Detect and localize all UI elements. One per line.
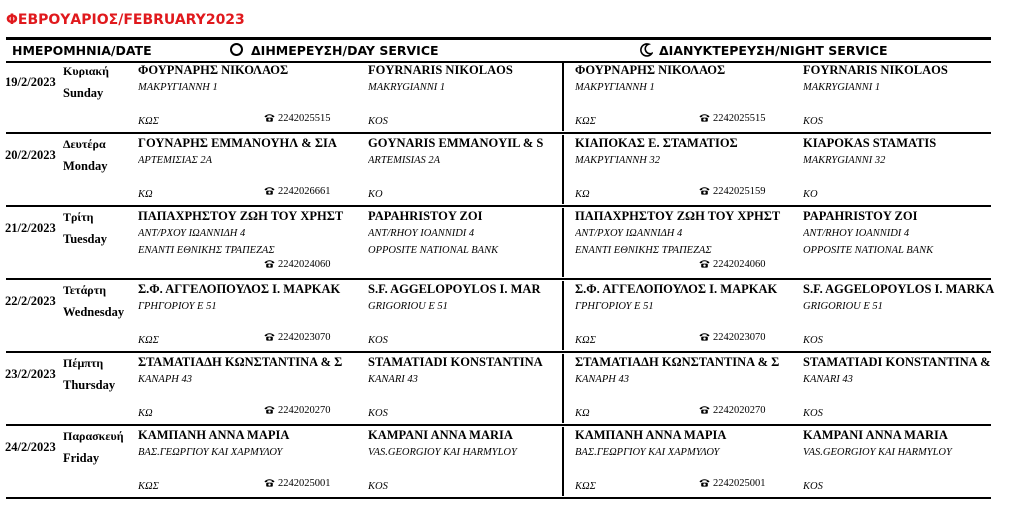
pharmacy-name: S.F. AGGELOPOYLOS I. MARKA — [803, 282, 995, 296]
pharmacy-name: GOYNARIS EMMANOYIL & S — [368, 136, 544, 150]
phone-number: 2242025001 — [278, 478, 331, 489]
row-day-english: Thursday — [63, 378, 116, 392]
pharmacy-city — [368, 259, 558, 276]
row-divider — [6, 351, 991, 353]
pharmacy-address-note — [803, 315, 1009, 332]
pharmacy-name: Σ.Φ. ΑΓΓΕΛΟΠΟΥΛΟΣ Ι. ΜΑΡΚΑΚ — [575, 282, 778, 296]
table-row — [0, 135, 1009, 208]
row-date: 20/2/2023 — [5, 148, 56, 162]
pharmacy-address: VAS.GEORGIOY KAI HARMYLOY — [803, 447, 952, 458]
pharmacy-address-note: ΕΝΑΝΤΙ ΕΘΝΙΚΗΣ ΤΡΑΠΕΖΑΣ — [138, 245, 275, 256]
column-divider — [562, 427, 564, 496]
telephone-icon — [264, 259, 275, 268]
phone-number: 2242025515 — [713, 113, 766, 124]
phone-number: 2242025159 — [713, 186, 766, 197]
pharmacy-city: KOS — [368, 335, 388, 346]
pharmacy-name: KAMPANI ANNA MARIA — [368, 428, 513, 442]
night-pharmacy-english — [803, 135, 1009, 203]
day-pharmacy-english — [368, 354, 558, 422]
pharmacy-address: ΑΝΤ/ΡΧΟΥ ΙΩΑΝΝΙΔΗ 4 — [138, 228, 246, 239]
day-phone — [264, 186, 331, 197]
telephone-icon — [699, 259, 710, 268]
day-pharmacy-english — [368, 208, 558, 276]
table-row — [0, 427, 1009, 500]
phone-number: 2242020270 — [713, 405, 766, 416]
row-day-english: Monday — [63, 159, 108, 173]
page-title: ΦΕΒΡΟΥΑΡΙΟΣ/FEBRUARY2023 — [6, 12, 245, 28]
pharmacy-address: ΚΑΝΑΡΗ 43 — [138, 374, 192, 385]
pharmacy-name: PAPAHRISTOY ZOI — [803, 209, 918, 223]
phone-number: 2242024060 — [713, 259, 766, 270]
pharmacy-name: ΠΑΠΑΧΡΗΣΤΟΥ ΖΩΗ ΤΟΥ ΧΡΗΣΤ — [138, 209, 344, 223]
telephone-icon — [699, 405, 710, 414]
row-date: 23/2/2023 — [5, 367, 56, 381]
pharmacy-city: ΚΩΣ — [138, 116, 159, 127]
phone-number: 2242025515 — [278, 113, 331, 124]
telephone-icon — [699, 478, 710, 487]
night-pharmacy-english — [803, 354, 1009, 422]
column-divider — [562, 281, 564, 350]
pharmacy-address: ΜΑΚΡΥΓΙΑΝΝΗ 32 — [575, 155, 661, 166]
pharmacy-address: ΓΡΗΓΟΡΙΟΥ Ε 51 — [138, 301, 217, 312]
pharmacy-address-note — [138, 96, 364, 113]
night-phone — [699, 113, 766, 124]
day-service-header — [230, 43, 439, 58]
pharmacy-name: ΣΤΑΜΑΤΙΑΔΗ ΚΩΝΣΤΑΝΤΙΝΑ & Σ — [575, 355, 780, 369]
pharmacy-address-note — [138, 315, 364, 332]
pharmacy-address: ANT/RHOY IOANNIDI 4 — [368, 228, 475, 239]
pharmacy-address: KANARI 43 — [803, 374, 853, 385]
telephone-icon — [264, 405, 275, 414]
pharmacy-city: ΚΩΣ — [575, 481, 596, 492]
telephone-icon — [264, 113, 275, 122]
table-header — [6, 37, 991, 63]
pharmacy-address-note — [803, 96, 1009, 113]
pharmacy-name: KAMPANI ANNA MARIA — [803, 428, 948, 442]
row-day-greek: Τρίτη — [63, 210, 94, 224]
pharmacy-address: GRIGORIOU E 51 — [368, 301, 448, 312]
pharmacy-address: MAKRYGIANNI 1 — [368, 82, 446, 93]
row-day-greek: Παρασκευή — [63, 429, 124, 443]
pharmacy-address-note — [803, 461, 1009, 478]
day-pharmacy-english — [368, 135, 558, 203]
phone-number: 2242023070 — [278, 332, 331, 343]
phone-number: 2242020270 — [278, 405, 331, 416]
day-pharmacy-english — [368, 281, 558, 349]
row-date: 22/2/2023 — [5, 294, 56, 308]
pharmacy-address-note — [138, 169, 364, 186]
pharmacy-address-note: OPPOSITE NATIONAL BANK — [368, 245, 499, 256]
pharmacy-city: KOS — [368, 481, 388, 492]
night-phone — [699, 332, 766, 343]
pharmacy-name: ΚΑΜΠΑΝΗ ΑΝΝΑ ΜΑΡΙΑ — [138, 428, 290, 442]
pharmacy-address-note — [138, 388, 364, 405]
row-day-english: Wednesday — [63, 305, 125, 319]
telephone-icon — [264, 478, 275, 487]
pharmacy-address: ΚΑΝΑΡΗ 43 — [575, 374, 629, 385]
day-pharmacy-english — [368, 427, 558, 495]
pharmacy-address: ARTEMISIAS 2A — [368, 155, 441, 166]
night-pharmacy-english — [803, 427, 1009, 495]
pharmacy-address: ANT/RHOY IOANNIDI 4 — [803, 228, 910, 239]
pharmacy-city: ΚΩ — [575, 189, 590, 200]
day-phone — [264, 405, 331, 416]
table-row — [0, 208, 1009, 281]
row-date: 21/2/2023 — [5, 221, 56, 235]
table-row — [0, 281, 1009, 354]
pharmacy-address: MAKRYGIANNI 1 — [803, 82, 881, 93]
row-divider — [6, 132, 991, 134]
pharmacy-name: ΓΟΥΝΑΡΗΣ ΕΜΜΑΝΟΥΗΛ & ΣΙΑ — [138, 136, 337, 150]
column-divider — [562, 208, 564, 277]
pharmacy-address-note — [368, 388, 558, 405]
row-day-greek: Κυριακή — [63, 64, 109, 78]
telephone-icon — [264, 186, 275, 195]
pharmacy-address-note — [575, 96, 797, 113]
pharmacy-address: GRIGORIOU E 51 — [803, 301, 883, 312]
pharmacy-name: FOYRNARIS NIKOLAOS — [368, 63, 513, 77]
row-date: 19/2/2023 — [5, 75, 56, 89]
row-divider — [6, 278, 991, 280]
pharmacy-name: S.F. AGGELOPOYLOS I. MAR — [368, 282, 541, 296]
pharmacy-name: ΚΑΜΠΑΝΗ ΑΝΝΑ ΜΑΡΙΑ — [575, 428, 727, 442]
pharmacy-name: STAMATIADI KONSTANTINA — [368, 355, 543, 369]
row-divider — [6, 424, 991, 426]
day-pharmacy-english — [368, 62, 558, 130]
telephone-icon — [264, 332, 275, 341]
row-divider — [6, 497, 991, 499]
pharmacy-name: PAPAHRISTOY ZOI — [368, 209, 483, 223]
moon-icon — [639, 43, 653, 57]
pharmacy-address-note: OPPOSITE NATIONAL BANK — [803, 245, 934, 256]
pharmacy-address: ΒΑΣ.ΓΕΩΡΓΙΟΥ ΚΑΙ ΧΑΡΜΥΛΟΥ — [575, 447, 720, 458]
telephone-icon — [699, 186, 710, 195]
row-date: 24/2/2023 — [5, 440, 56, 454]
row-day-english: Tuesday — [63, 232, 108, 246]
phone-number: 2242025001 — [713, 478, 766, 489]
phone-number: 2242024060 — [278, 259, 331, 270]
night-phone — [699, 478, 766, 489]
row-day-english: Friday — [63, 451, 100, 465]
pharmacy-name: Σ.Φ. ΑΓΓΕΛΟΠΟΥΛΟΣ Ι. ΜΑΡΚΑΚ — [138, 282, 341, 296]
pharmacy-city: ΚΩΣ — [138, 335, 159, 346]
night-pharmacy-english — [803, 281, 1009, 349]
pharmacy-city: ΚΩ — [138, 189, 153, 200]
pharmacy-name: ΦΟΥΡΝΑΡΗΣ ΝΙΚΟΛΑΟΣ — [575, 63, 726, 77]
pharmacy-city — [803, 259, 1009, 276]
pharmacy-city: ΚΩΣ — [575, 335, 596, 346]
day-phone — [264, 113, 331, 124]
day-phone — [264, 259, 331, 270]
pharmacy-address-note — [575, 169, 797, 186]
pharmacy-name: STAMATIADI KONSTANTINA & — [803, 355, 991, 369]
pharmacy-address-note — [368, 315, 558, 332]
pharmacy-address-note — [803, 169, 1009, 186]
phone-number: 2242023070 — [713, 332, 766, 343]
pharmacy-address: ΓΡΗΓΟΡΙΟΥ Ε 51 — [575, 301, 654, 312]
column-divider — [562, 354, 564, 423]
pharmacy-name: FOYRNARIS NIKOLAOS — [803, 63, 948, 77]
pharmacy-address-note — [368, 169, 558, 186]
pharmacy-address: VAS.GEORGIOY KAI HARMYLOY — [368, 447, 517, 458]
day-phone — [264, 332, 331, 343]
pharmacy-city: KOS — [803, 408, 823, 419]
phone-number: 2242026661 — [278, 186, 331, 197]
pharmacy-city: KO — [368, 189, 383, 200]
row-day-english: Sunday — [63, 86, 104, 100]
pharmacy-city: ΚΩΣ — [575, 116, 596, 127]
day-phone — [264, 478, 331, 489]
pharmacy-city: KO — [803, 189, 818, 200]
pharmacy-city: ΚΩ — [138, 408, 153, 419]
pharmacy-city: KOS — [368, 116, 388, 127]
date-column-header: ΗΜΕΡΟΜΗΝΙΑ/DATE — [12, 43, 152, 58]
night-pharmacy-english — [803, 62, 1009, 130]
pharmacy-address-note — [368, 461, 558, 478]
pharmacy-name: ΚΙΑΠΟΚΑΣ Ε. ΣΤΑΜΑΤΙΟΣ — [575, 136, 738, 150]
row-divider — [6, 205, 991, 207]
pharmacy-address: ΜΑΚΡΥΓΙΑΝΝΗ 1 — [138, 82, 218, 93]
pharmacy-address: KANARI 43 — [368, 374, 418, 385]
pharmacy-address: ΑΝΤ/ΡΧΟΥ ΙΩΑΝΝΙΔΗ 4 — [575, 228, 683, 239]
column-divider — [562, 135, 564, 204]
pharmacy-address-note — [575, 315, 797, 332]
row-day-greek: Πέμπτη — [63, 356, 104, 370]
table-row — [0, 62, 1009, 135]
table-row — [0, 354, 1009, 427]
pharmacy-name: KIAPOKAS STAMATIS — [803, 136, 937, 150]
pharmacy-name: ΠΑΠΑΧΡΗΣΤΟΥ ΖΩΗ ΤΟΥ ΧΡΗΣΤ — [575, 209, 781, 223]
pharmacy-address-note — [575, 388, 797, 405]
night-service-label: ΔΙΑΝΥΚΤΕΡΕΥΣΗ/NIGHT SERVICE — [659, 43, 888, 58]
pharmacy-city: KOS — [368, 408, 388, 419]
pharmacy-city: KOS — [803, 116, 823, 127]
pharmacy-address-note — [575, 461, 797, 478]
pharmacy-name: ΦΟΥΡΝΑΡΗΣ ΝΙΚΟΛΑΟΣ — [138, 63, 289, 77]
pharmacy-city: ΚΩΣ — [138, 481, 159, 492]
pharmacy-name: ΣΤΑΜΑΤΙΑΔΗ ΚΩΝΣΤΑΝΤΙΝΑ & Σ — [138, 355, 343, 369]
pharmacy-address: ΒΑΣ.ΓΕΩΡΓΙΟΥ ΚΑΙ ΧΑΡΜΥΛΟΥ — [138, 447, 283, 458]
pharmacy-city: ΚΩ — [575, 408, 590, 419]
pharmacy-city: KOS — [803, 481, 823, 492]
pharmacy-address: ΑΡΤΕΜΙΣΙΑΣ 2Α — [138, 155, 213, 166]
column-divider — [562, 62, 564, 131]
night-service-header — [639, 43, 888, 58]
row-day-greek: Τετάρτη — [63, 283, 107, 297]
pharmacy-address: ΜΑΚΡΥΓΙΑΝΝΗ 1 — [575, 82, 655, 93]
night-phone — [699, 186, 766, 197]
night-pharmacy-english — [803, 208, 1009, 276]
day-service-label: ΔΙΗΜΕΡΕΥΣΗ/DAY SERVICE — [251, 43, 439, 58]
pharmacy-address-note — [138, 461, 364, 478]
telephone-icon — [699, 332, 710, 341]
pharmacy-address-note — [803, 388, 1009, 405]
pharmacy-address-note — [368, 96, 558, 113]
night-phone — [699, 259, 766, 270]
pharmacy-address: MAKRYGIANNI 32 — [803, 155, 886, 166]
sun-icon — [230, 43, 243, 56]
telephone-icon — [699, 113, 710, 122]
row-day-greek: Δευτέρα — [63, 137, 106, 151]
pharmacy-address-note: ΕΝΑΝΤΙ ΕΘΝΙΚΗΣ ΤΡΑΠΕΖΑΣ — [575, 245, 712, 256]
night-phone — [699, 405, 766, 416]
pharmacy-city: KOS — [803, 335, 823, 346]
